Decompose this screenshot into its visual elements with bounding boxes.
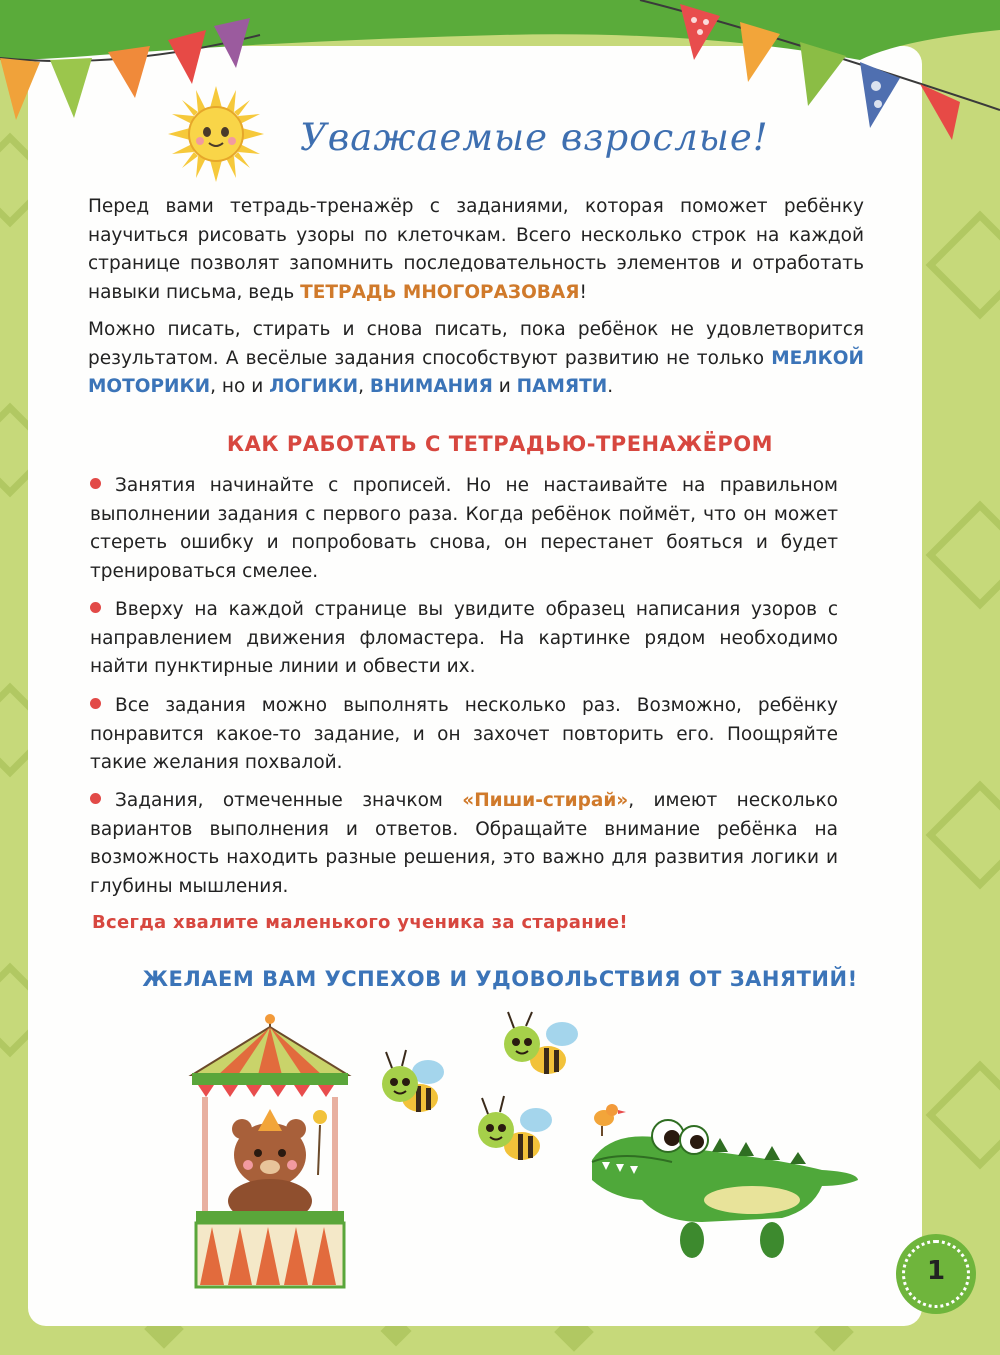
bullet-4-text-a: Задания, отмеченные значком	[115, 790, 463, 811]
bullet-item-4	[90, 787, 838, 901]
intro-p2-text-a: Можно писать, стирать и снова писать, пока ребёнок не удовлетворится результатом. А весёлые задания способствуют развитию не только	[88, 319, 864, 369]
how-to-heading: КАК РАБОТАТЬ С ТЕТРАДЬЮ-ТРЕНАЖЁРОМ	[226, 432, 774, 456]
page-title: Уважаемые взрослые!	[300, 116, 769, 159]
intro-p2-text-c: ,	[358, 376, 370, 397]
write-erase-highlight: «Пиши-стирай»	[462, 790, 629, 811]
bullet-item-1	[90, 472, 838, 586]
intro-paragraph-2	[88, 316, 864, 402]
sun-icon	[168, 86, 264, 182]
memory-highlight: ПАМЯТИ	[516, 376, 608, 397]
bullet-2-text: Вверху на каждой странице вы увидите образец написания узоров с направлением движения фломастера. На картинке рядом необходимо найти пунктирные линии и обвести их.	[90, 599, 838, 677]
logic-highlight: ЛОГИКИ	[269, 376, 359, 397]
bullet-3-text: Все задания можно выполнять несколько раз. Возможно, ребёнку понравится какое-то задание, и он захочет повторить его. Поощряйте такие желания похвалой.	[90, 695, 838, 773]
bullet-dot	[90, 602, 101, 613]
bullet-4-text-b: , имеют несколько вариантов выполнения и ответов. Обращайте внимание ребёнка на возможность находить разные решения, это важно для развития логики и глубины мышления.	[90, 790, 838, 897]
bullet-1-text: Занятия начинайте с прописей. Но не настаивайте на правильном выполнении задания с первого раза. Когда ребёнок поймёт, что он может стереть ошибку и попробовать снова, он перестанет бояться и будет тренироваться смелее.	[90, 475, 838, 582]
intro-p2-text-e: .	[607, 376, 614, 397]
intro-p2-text-b: , но и	[210, 376, 270, 397]
bee-icon	[474, 1092, 558, 1168]
page-number: 1	[926, 1256, 946, 1286]
bee-icon	[498, 1010, 582, 1086]
bullet-item-3	[90, 692, 838, 778]
bullet-dot	[90, 793, 101, 804]
bear-in-booth-icon	[188, 1005, 352, 1295]
bee-icon	[376, 1046, 460, 1122]
bullet-dot	[90, 478, 101, 489]
intro-p1-end: !	[579, 281, 587, 303]
intro-p2-text-d: и	[492, 376, 517, 397]
reusable-highlight: ТЕТРАДЬ МНОГОРАЗОВАЯ	[300, 281, 580, 303]
page-number-badge	[896, 1234, 976, 1314]
closing-wish: ЖЕЛАЕМ ВАМ УСПЕХОВ И УДОВОЛЬСТВИЯ ОТ ЗАНЯТИЙ!	[142, 967, 858, 991]
fine-motor-highlight: МЕЛКОЙ МОТОРИКИ	[88, 347, 864, 397]
praise-note: Всегда хвалите маленького ученика за старание!	[92, 912, 628, 933]
intro-paragraph-1	[88, 193, 864, 307]
intro-p1-text: Перед вами тетрадь-тренажёр с заданиями, которая поможет ребёнку научиться рисовать узоры по клеточкам. Всего несколько строк на каждой странице позволят запомнить последовательность элементов и отработать навыки письма, ведь	[88, 196, 864, 303]
attention-highlight: ВНИМАНИЯ	[369, 376, 493, 397]
bullet-item-2	[90, 596, 838, 682]
crocodile-icon	[582, 1090, 864, 1290]
bullet-dot	[90, 698, 101, 709]
